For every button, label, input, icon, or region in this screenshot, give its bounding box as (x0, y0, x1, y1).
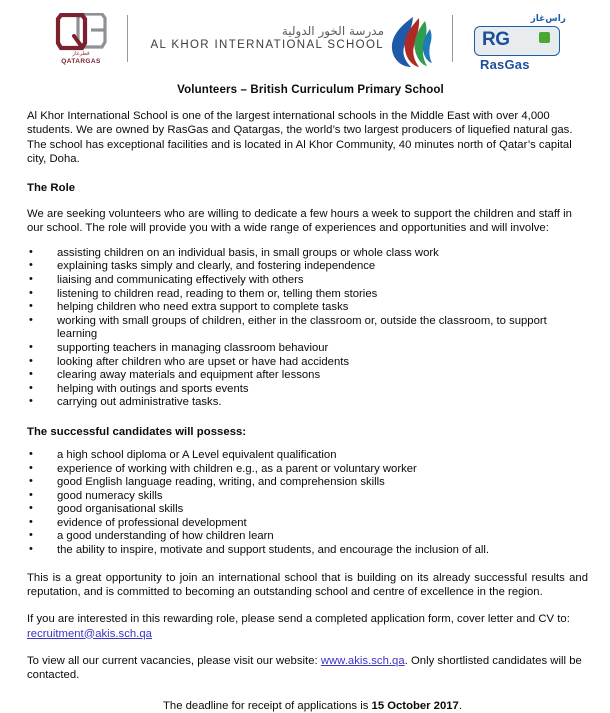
section-heading-the-role: The Role (27, 182, 76, 195)
list-item: • helping children who need extra support to complete tasks (27, 301, 588, 315)
list-item: • looking after children who are upset or have had accidents (27, 356, 588, 370)
application-text: If you are interested in this rewarding role, please send a completed application form, cover letter and CV to: (27, 613, 570, 626)
deadline-text: The deadline for receipt of applications is (163, 700, 372, 713)
header-divider-right (452, 15, 453, 62)
school-flame-emblem-icon (388, 15, 436, 69)
list-item: • listening to children read, reading to them or, telling them stories (27, 288, 588, 302)
qatargas-logo (44, 13, 118, 65)
al-khor-school-wordmark (146, 24, 384, 52)
website-link[interactable]: www.akis.sch.qa (320, 654, 405, 667)
list-item: • explaining tasks simply and clearly, and fostering independence (27, 260, 588, 274)
school-arabic-name: مدرسة الخور الدولية (281, 24, 384, 38)
list-item: • supporting teachers in managing classroom behaviour (27, 342, 588, 356)
logo-header (0, 0, 610, 74)
school-english-name: AL KHOR INTERNATIONAL SCHOOL (150, 39, 384, 51)
role-responsibilities-list (27, 247, 588, 410)
list-item: • working with small groups of children, either in the classroom or, outside the classroom, to support learning (27, 315, 588, 342)
vacancies-text-suffix: . Only shortlisted candidates will be contacted. (27, 654, 582, 682)
rasgas-monogram-icon (474, 26, 560, 56)
list-item: • clearing away materials and equipment after lessons (27, 369, 588, 383)
intro-paragraph: Al Khor International School is one of the largest international schools in the Middle East with over 4,000 students. We are owned by RasGas and Qatargas, the world’s two largest producers of liquefied natural gas. The school has exceptional facilities and is located in Al Khor Community, 40 minutes north of Qatar’s capital city, Doha. (27, 110, 573, 165)
application-paragraph (27, 612, 588, 641)
list-item: • assisting children on an individual basis, in small groups or whole class work (27, 247, 588, 261)
rasgas-wordmark: RasGas (480, 57, 530, 72)
role-intro-paragraph: We are seeking volunteers who are willing to dedicate a few hours a week to support the children and staff in our school. The role will provide you with a wide range of experiences and opportunities and will involve: (27, 208, 572, 235)
opportunity-paragraph: This is a great opportunity to join an international school that is building on its already successful results and reputation, and is committed to becoming an outstanding school and centre of excellence in the region. (27, 571, 588, 598)
list-item: • helping with outings and sports events (27, 383, 588, 397)
deadline-period: . (458, 700, 462, 713)
list-item: • good numeracy skills (27, 490, 588, 504)
qatargas-monogram-icon (44, 13, 118, 51)
rasgas-arabic-label: راس‌غاز (530, 14, 566, 24)
page-title: Volunteers – British Curriculum Primary School (177, 84, 444, 96)
list-item: • good organisational skills (27, 503, 588, 517)
qatargas-arabic-label: قطرغاز (72, 51, 90, 57)
vacancies-text-prefix: To view all our current vacancies, please visit our website: (27, 654, 321, 667)
list-item: • a good understanding of how children learn (27, 530, 588, 544)
list-item: • experience of working with children e.g., as a parent or voluntary worker (27, 463, 588, 477)
list-item: • liaising and communicating effectively with others (27, 274, 588, 288)
deadline-notice (27, 699, 588, 713)
rasgas-logo (474, 14, 570, 72)
candidate-requirements-list (27, 449, 588, 558)
header-divider-left (127, 15, 128, 62)
deadline-date: 15 October 2017 (371, 700, 459, 713)
list-item: • evidence of professional development (27, 517, 588, 531)
rasgas-monogram-text: RG (482, 29, 510, 50)
list-item: • good English language reading, writing, and comprehension skills (27, 476, 588, 490)
list-item: • carrying out administrative tasks. (27, 396, 588, 410)
document-content (0, 84, 610, 713)
qatargas-wordmark: QATARGAS (61, 58, 101, 65)
rasgas-green-accent-icon (539, 32, 550, 43)
recruitment-email-link[interactable]: recruitment@akis.sch.qa (27, 627, 152, 640)
list-item: • the ability to inspire, motivate and support students, and encourage the inclusion of all. (27, 544, 588, 558)
section-heading-candidates: The successful candidates will possess: (27, 425, 247, 438)
vacancies-paragraph (27, 654, 588, 683)
list-item: • a high school diploma or A Level equivalent qualification (27, 449, 588, 463)
